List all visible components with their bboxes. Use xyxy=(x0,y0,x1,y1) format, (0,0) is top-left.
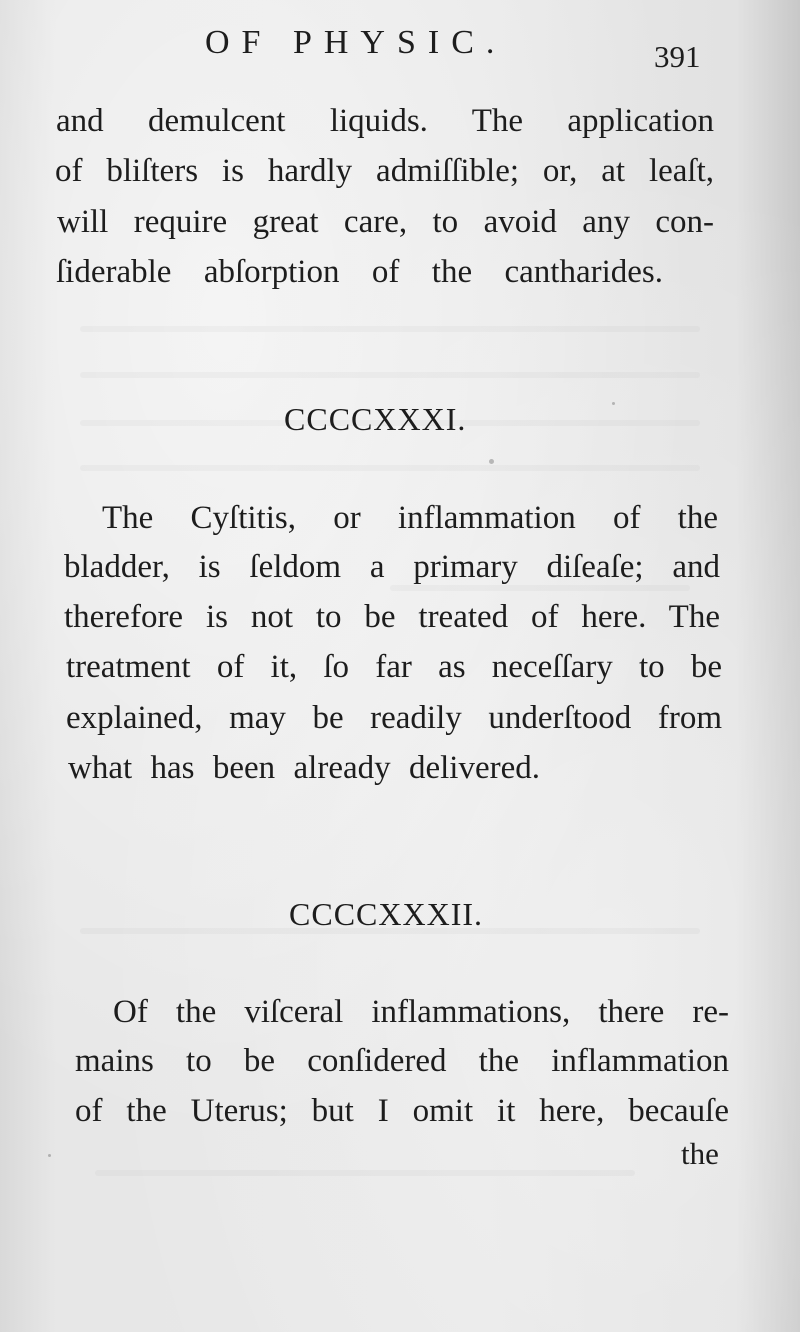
text-line: what has been already delivered. xyxy=(68,750,540,786)
text-line: of bliſters is hardly admiſſible; or, at leaſt, xyxy=(55,153,714,189)
page-number: 391 xyxy=(654,39,701,74)
text-line: ſiderable abſorption of the cantharides. xyxy=(56,254,663,290)
text-line: Of the viſceral inflammations, there re- xyxy=(113,994,729,1030)
text-line: bladder, is ſeldom a primary diſeaſe; and xyxy=(64,549,720,585)
text-line: will require great care, to avoid any con- xyxy=(57,204,714,240)
section-heading: CCCCXXXII. xyxy=(289,896,484,932)
bleed-through-line xyxy=(80,326,700,332)
section-heading: CCCCXXXI. xyxy=(284,401,467,437)
text-line: therefore is not to be treated of here. The xyxy=(64,599,720,635)
text-line: The Cyſtitis, or inflammation of the xyxy=(102,500,718,536)
bleed-through-line xyxy=(95,1170,635,1176)
text-line: explained, may be readily underſtood from xyxy=(66,700,722,736)
text-line: of the Uterus; but I omit it here, becauſe xyxy=(75,1093,729,1129)
text-line: mains to be conſidered the inflammation xyxy=(75,1043,729,1079)
paper-speck xyxy=(48,1154,51,1157)
text-line: treatment of it, ſo far as neceſſary to be xyxy=(66,649,722,685)
bleed-through-line xyxy=(80,465,700,471)
bleed-through-line xyxy=(80,372,700,378)
running-head-title: OF PHYSIC. xyxy=(205,24,507,61)
paper-speck xyxy=(612,402,615,405)
paper-speck xyxy=(489,459,494,464)
catchword: the xyxy=(681,1136,719,1171)
text-line: and demulcent liquids. The application xyxy=(56,103,714,139)
bleed-through-line xyxy=(390,585,690,591)
